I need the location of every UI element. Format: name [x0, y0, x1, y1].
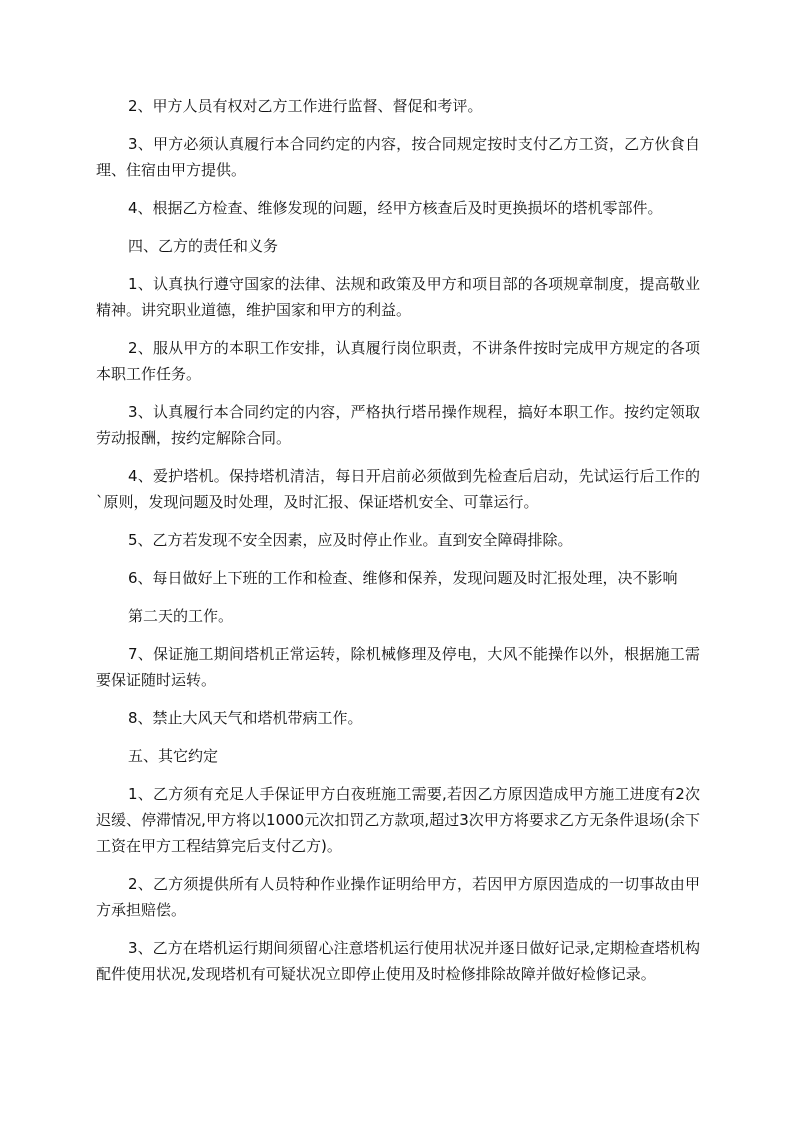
clause-party-b-2: 2、服从甲方的本职工作安排，认真履行岗位职责，不讲条件按时完成甲方规定的各项本职工作任务。 — [96, 339, 700, 383]
clause-party-b-6-continued: 第二天的工作。 — [128, 607, 234, 625]
clause-party-b-7: 7、保证施工期间塔机正常运转，除机械修理及停电，大风不能操作以外，根据施工需要保证随时运转。 — [96, 645, 700, 689]
clause-party-b-8: 8、禁止大风天气和塔机带病工作。 — [128, 709, 363, 727]
clause-party-a-4: 4、根据乙方检查、维修发现的问题，经甲方核查后及时更换损坏的塔机零部件。 — [128, 199, 663, 217]
clause-party-b-4: 4、爱护塔机。保持塔机清洁，每日开启前必须做到先检查后启动，先试运行后工作的`原则，发现问题及时处理，及时汇报、保证塔机安全、可靠运行。 — [96, 467, 700, 511]
clause-party-a-3: 3、甲方必须认真履行本合同约定的内容，按合同规定按时支付乙方工资，乙方伙食自理、住宿由甲方提供。 — [96, 135, 700, 179]
clause-party-b-1: 1、认真执行遵守国家的法律、法规和政策及甲方和项目部的各项规章制度，提高敬业精神。讲究职业道德，维护国家和甲方的利益。 — [96, 275, 700, 319]
clause-other-3: 3、乙方在塔机运行期间须留心注意塔机运行使用状况并逐日做好记录,定期检查塔机构配件使用状况,发现塔机有可疑状况立即停止使用及时检修排除故障并做好检修记录。 — [96, 939, 700, 983]
section-heading-party-b-duties: 四、乙方的责任和义务 — [128, 237, 279, 255]
clause-party-b-5: 5、乙方若发现不安全因素，应及时停止作业。直到安全障碍排除。 — [128, 531, 573, 549]
clause-party-b-6: 6、每日做好上下班的工作和检查、维修和保养，发现问题及时汇报处理，决不影响 — [128, 569, 678, 587]
document-page — [96, 93, 700, 999]
clause-other-1: 1、乙方须有充足人手保证甲方白夜班施工需要,若因乙方原因造成甲方施工进度有2次迟缓、停滞情况,甲方将以1000元次扣罚乙方款项,超过3次甲方将要求乙方无条件退场(余下工资在甲方工程结算完后支付乙方)。 — [96, 785, 700, 855]
clause-party-b-3: 3、认真履行本合同约定的内容，严格执行塔吊操作规程，搞好本职工作。按约定领取劳动报酬，按约定解除合同。 — [96, 403, 700, 447]
clause-other-2: 2、乙方须提供所有人员特种作业操作证明给甲方，若因甲方原因造成的一切事故由甲方承担赔偿。 — [96, 875, 700, 919]
section-heading-other-agreements: 五、其它约定 — [128, 747, 219, 765]
clause-party-a-2: 2、甲方人员有权对乙方工作进行监督、督促和考评。 — [128, 97, 483, 115]
